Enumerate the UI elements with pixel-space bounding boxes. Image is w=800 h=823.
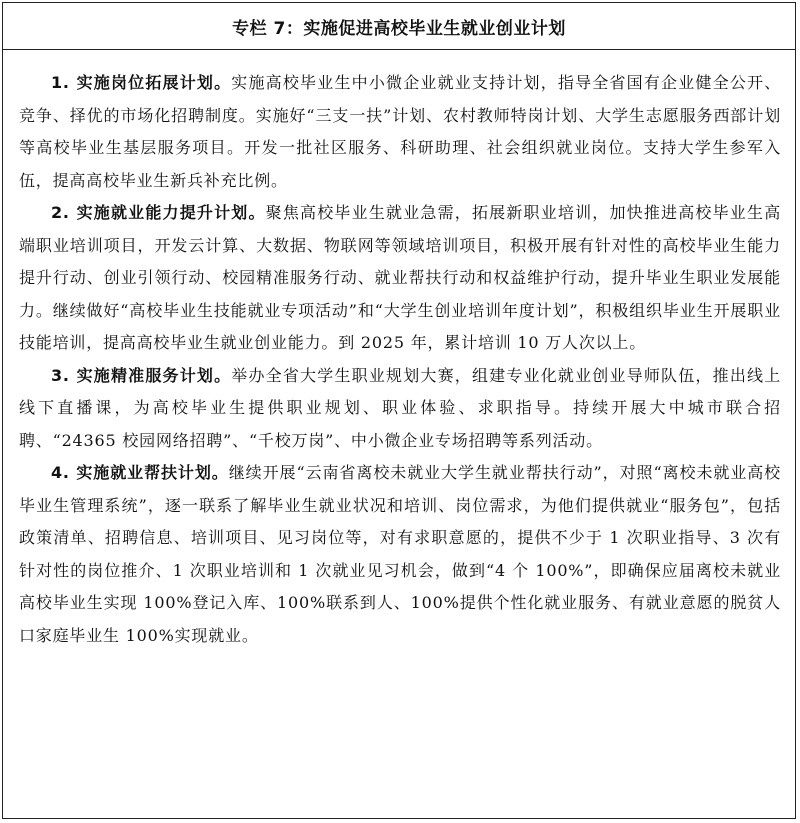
paragraph-4-lead: 4. 实施就业帮扶计划。 [51, 463, 229, 482]
paragraph-2-body: 聚焦高校毕业生就业急需，拓展新职业培训，加快推进高校毕业生高端职业培训项目，开发云计算、大数据、物联网等领域培训项目，积极开展有针对性的高校毕业生能力提升行动、创业引领行动、校园精准服务行动、就业帮扶行动和权益维护行动，提升毕业生职业发展能力。继续做好“高校毕业生技能就业专项活动”和“大学生创业培训年度计划”，积极组织毕业生开展职业技能培训，提高高校毕业生就业创业能力。到 2025 年，累计培训 10 万人次以上。 [19, 203, 781, 352]
column-title: 专栏 7：实施促进高校毕业生就业创业计划 [232, 18, 566, 39]
paragraph-3 [19, 360, 781, 458]
column-content [3, 50, 795, 652]
paragraph-1 [19, 67, 781, 197]
column-box [2, 2, 796, 819]
paragraph-4 [19, 457, 781, 652]
paragraph-1-lead: 1. 实施岗位拓展计划。 [51, 73, 232, 92]
column-header [3, 3, 795, 50]
paragraph-2 [19, 197, 781, 360]
paragraph-2-lead: 2. 实施就业能力提升计划。 [51, 203, 266, 222]
paragraph-3-lead: 3. 实施精准服务计划。 [51, 365, 232, 385]
paragraph-3-body: 举办全省大学生职业规划大赛，组建专业化就业创业导师队伍，推出线上线下直播课，为高校毕业生提供职业规划、职业体验、求职指导。持续开展大中城市联合招聘、“24365 校园网络招聘”、“千校万岗”、中小微企业专场招聘等系列活动。 [19, 365, 781, 450]
paragraph-4-body: 继续开展“云南省离校未就业大学生就业帮扶行动”，对照“离校未就业高校毕业生管理系统”，逐一联系了解毕业生就业状况和培训、岗位需求，为他们提供就业“服务包”，包括政策清单、招聘信息、培训项目、见习岗位等，对有求职意愿的，提供不少于 1 次职业指导、3 次有针对性的岗位推介、1 次职业培训和 1 次就业见习机会，做到“4 个 100%”，即确保应届离校未就业高校毕业生实现 100%登记入库、100%联系到人、100%提供个性化就业服务、有就业意愿的脱贫人口家庭毕业生 100%实现就业。 [19, 463, 781, 645]
paragraph-1-body: 实施高校毕业生中小微企业就业支持计划，指导全省国有企业健全公开、竞争、择优的市场化招聘制度。实施好“三支一扶”计划、农村教师特岗计划、大学生志愿服务西部计划等高校毕业生基层服务项目。开发一批社区服务、科研助理、社会组织就业岗位。支持大学生参军入伍，提高高校毕业生新兵补充比例。 [19, 73, 781, 190]
